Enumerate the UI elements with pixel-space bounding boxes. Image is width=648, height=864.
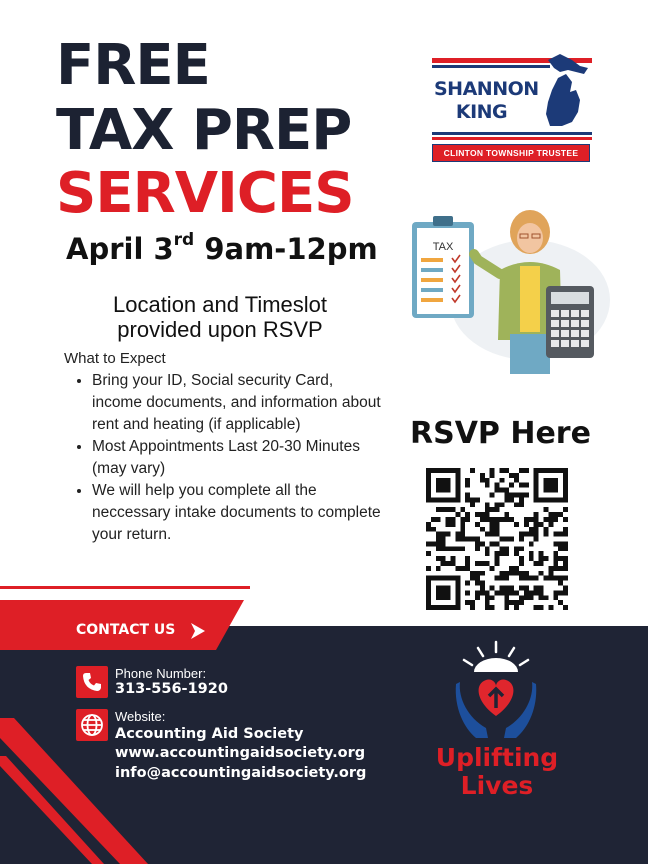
date-suffix: rd [173,230,195,250]
rsvp-heading: RSVP Here [410,416,591,451]
logo-name-line1: SHANNON [434,78,539,100]
uplifting-line1: Uplifting [435,743,559,772]
uplifting-line2: Lives [460,771,534,800]
phone-icon [76,666,108,698]
arrow-right-icon [190,622,206,640]
website-link[interactable]: www.accountingaidsociety.org [115,745,366,761]
date-month-day: April 3 [66,232,174,266]
expect-list [74,370,382,546]
hands-heart-icon [450,638,542,740]
michigan-map-icon [546,54,588,126]
location-note: Location and Timeslot provided upon RSVP [112,292,328,342]
uplifting-lives-text [420,744,574,800]
phone-label: Phone Number: [115,666,207,681]
logo-subtitle: CLINTON TOWNSHIP TRUSTEE [432,144,590,162]
phone-number[interactable]: 313-556-1920 [115,681,228,697]
rsvp-qr-code[interactable] [426,468,568,610]
headline-tax-prep: TAX PREP [56,98,352,163]
logo-name-line2: KING [455,101,508,123]
date-time: 9am-12pm [204,232,378,266]
tax-preparer-illustration [400,200,610,380]
expect-item: • Most Appointments Last 20-30 Minutes (may vary) [92,436,382,480]
tax-clipboard-icon [412,216,474,318]
globe-icon [76,709,108,741]
qr-finder [426,468,460,502]
org-name: Accounting Aid Society [115,726,304,742]
clipboard-label: TAX [432,241,454,253]
logo-name [434,78,539,124]
contact-us-label: CONTACT US [76,622,176,638]
calculator-icon [546,286,594,358]
qr-finder [426,576,460,610]
expect-title: What to Expect [64,350,166,367]
headline-free: FREE [56,33,210,98]
expect-item: • We will help you complete all the neccessary intake documents to complete your return. [92,480,382,546]
headline-services: SERVICES [56,161,354,226]
email-link[interactable]: info@accountingaidsociety.org [115,765,367,781]
qr-finder [534,468,568,502]
decorative-stripe [0,586,250,589]
website-label: Website: [115,709,166,724]
event-date [66,232,378,266]
expect-item: • Bring your ID, Social security Card, income documents, and information about rent and heating (if applicable) [92,370,382,436]
